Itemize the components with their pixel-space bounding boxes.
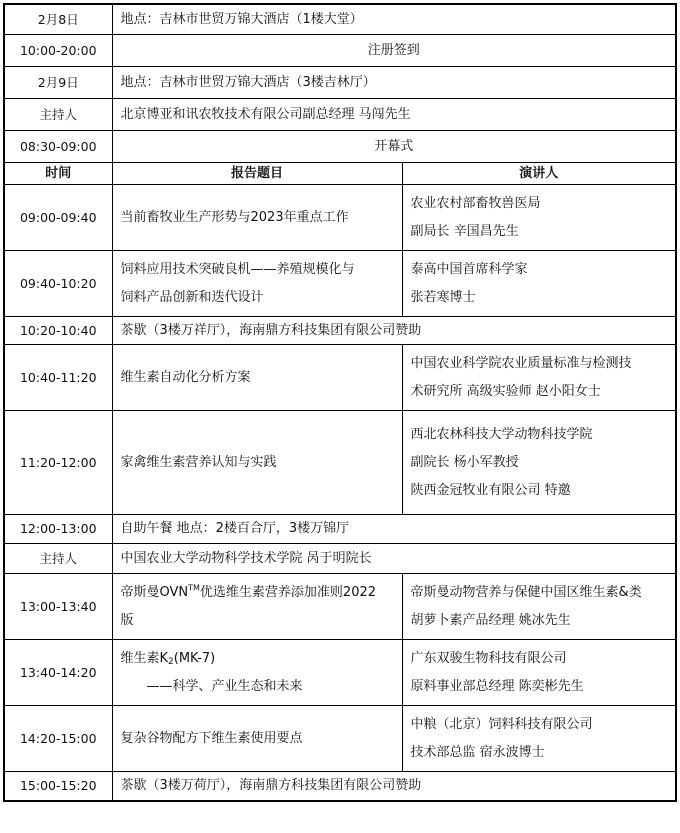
session-time: 09:40-10:20 [4,250,112,316]
speaker-line: 中国农业科学院农业质量标准与检测技 [410,355,632,371]
speaker-line: 副局长 辛国昌先生 [410,223,519,239]
host2-text: 中国农业大学动物科学技术学院 呙于明院长 [112,543,676,573]
session-topic [112,250,402,316]
table-row [4,639,676,705]
topic-line: ——科学、产业生态和未来 [146,678,303,694]
opening-time: 08:30-09:00 [4,130,112,162]
speaker-line: 中粮（北京）饲料科技有限公司 [410,716,593,732]
agenda-document [3,3,675,802]
agenda-table [3,3,677,802]
session-topic: 当前畜牧业生产形势与2023年重点工作 [112,184,402,250]
session-time: 10:40-11:20 [4,344,112,410]
header-row [4,162,676,184]
column-header-speaker: 演讲人 [402,162,676,184]
column-header-time: 时间 [4,162,112,184]
session-speaker [402,250,676,316]
host2-label: 主持人 [4,543,112,573]
topic-text: 维生素K [120,650,169,666]
table-row [4,98,676,130]
session-topic: 复杂谷物配方下维生素使用要点 [112,705,402,771]
table-row [4,771,676,801]
session-speaker [402,184,676,250]
speaker-line: 张若寒博士 [410,289,476,305]
session-topic [112,639,402,705]
registration-text: 注册签到 [112,34,676,66]
session-time: 09:00-09:40 [4,184,112,250]
session-topic: 家禽维生素营养认知与实践 [112,410,402,514]
topic-line: 版 [120,612,134,628]
session-speaker [402,573,676,639]
break-text: 茶歇（3楼万荷厅），海南鼎方科技集团有限公司赞助 [112,771,676,801]
table-row [4,4,676,34]
topic-text: 优选维生素营养添加准则2022 [199,584,377,600]
column-header-topic: 报告题目 [112,162,402,184]
speaker-line: 陕西金冠牧业有限公司 特邀 [410,482,571,498]
session-time: 14:20-15:00 [4,705,112,771]
subscript-2: 2 [168,656,174,667]
day2-date: 2月9日 [4,66,112,98]
session-speaker [402,410,676,514]
session-topic [112,573,402,639]
table-row [4,184,676,250]
table-row [4,250,676,316]
table-row [4,34,676,66]
speaker-line: 副院长 杨小军教授 [410,454,519,470]
speaker-line: 帝斯曼动物营养与保健中国区维生素&类 [410,584,642,600]
session-speaker [402,344,676,410]
table-row [4,514,676,543]
table-row [4,573,676,639]
break-text: 茶歇（3楼万祥厅），海南鼎方科技集团有限公司赞助 [112,316,676,344]
speaker-line: 胡萝卜素产品经理 姚冰先生 [410,612,571,628]
speaker-line: 技术部总监 宿永波博士 [410,744,545,760]
topic-text: 帝斯曼OVN [120,584,189,600]
table-row [4,66,676,98]
session-speaker [402,639,676,705]
topic-text: (MK-7) [173,650,216,666]
topic-line: 饲料应用技术突破良机——养殖规模化与 [120,261,355,277]
lunch-text: 自助午餐 地点：2楼百合厅，3楼万锦厅 [112,514,676,543]
table-row [4,344,676,410]
host1-label: 主持人 [4,98,112,130]
break-time: 15:00-15:20 [4,771,112,801]
break-time: 10:20-10:40 [4,316,112,344]
session-time: 11:20-12:00 [4,410,112,514]
speaker-line: 农业农村部畜牧兽医局 [410,195,541,211]
speaker-line: 广东双骏生物科技有限公司 [410,650,567,666]
day2-venue: 地点：吉林市世贸万锦大酒店（3楼吉林厅） [112,66,676,98]
table-row [4,705,676,771]
speaker-line: 术研究所 高级实验师 赵小阳女士 [410,383,601,399]
opening-text: 开幕式 [112,130,676,162]
session-topic: 维生素自动化分析方案 [112,344,402,410]
speaker-line: 西北农林科技大学动物科技学院 [410,426,593,442]
session-time: 13:40-14:20 [4,639,112,705]
table-row [4,130,676,162]
speaker-line: 泰高中国首席科学家 [410,261,528,277]
session-speaker [402,705,676,771]
session-time: 13:00-13:40 [4,573,112,639]
table-row [4,543,676,573]
table-row [4,316,676,344]
speaker-line: 原料事业部总经理 陈奕彬先生 [410,678,584,694]
table-row [4,410,676,514]
lunch-time: 12:00-13:00 [4,514,112,543]
trademark-mark: TM [188,583,200,593]
topic-line: 饲料产品创新和迭代设计 [120,289,264,305]
registration-time: 10:00-20:00 [4,34,112,66]
host1-text: 北京博亚和讯农牧技术有限公司副总经理 马闯先生 [112,98,676,130]
day1-venue: 地点：吉林市世贸万锦大酒店（1楼大堂） [112,4,676,34]
day1-date: 2月8日 [4,4,112,34]
